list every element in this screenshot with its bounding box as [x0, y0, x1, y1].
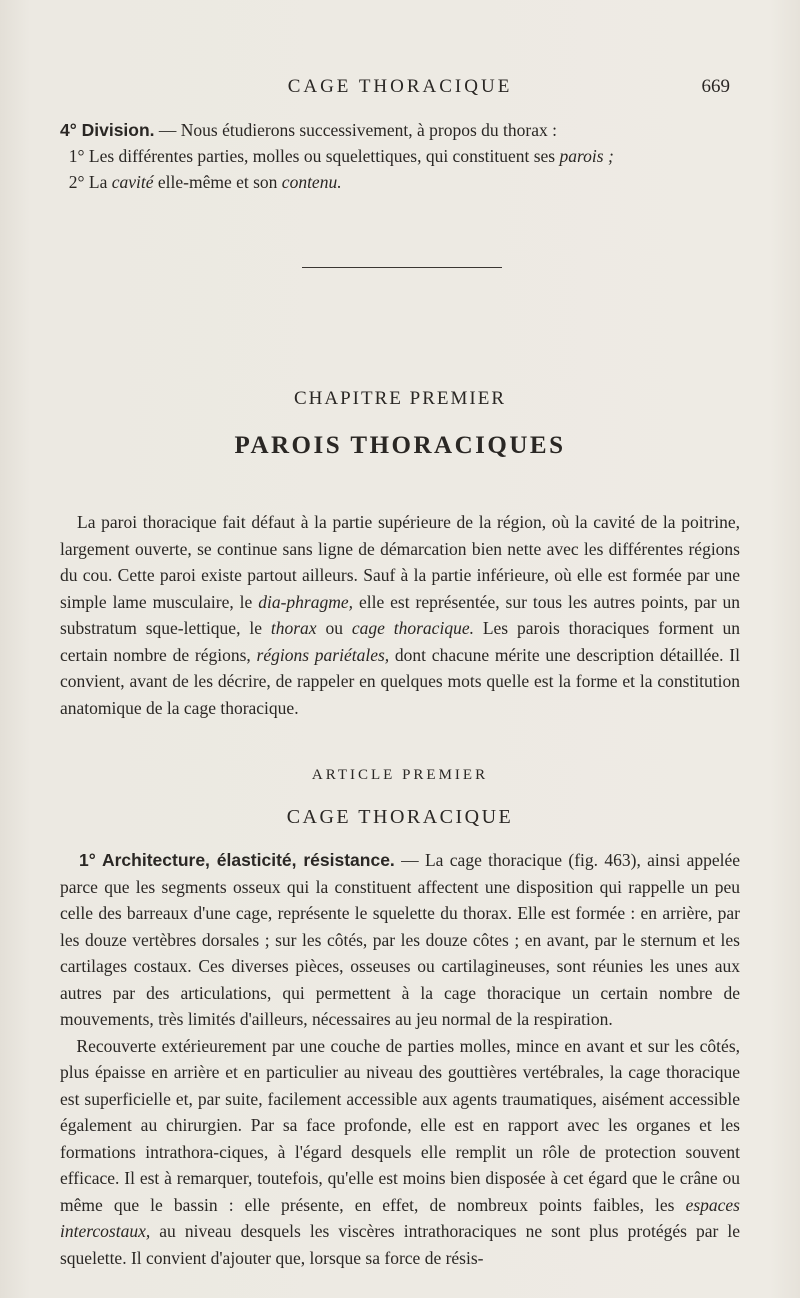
intro-line-1-text: — Nous étudierons successivement, à propos du thorax :	[154, 120, 557, 140]
paragraph-parois-text	[60, 509, 740, 721]
p2-s1: — La cage thoracique (fig. 463), ainsi appelée parce que les segments osseux qui la constituent affectent une disposition qui rappelle un peu celle des barreaux d'une cage, représente le squelette du thorax. Elle est formée : en arrière, par les douze vertèbres dorsales ; sur les côtés, par les douze côtes ; en avant, par le sternum et les cartilages costaux. Ces diverses pièces, osseuses ou cartilagineuses, sont réunies les unes aux autres par des articulations, qui permettent à la cage thoracique un certain nombre de mouvements, très limités d'ailleurs, nécessaires au jeu normal de la respiration.	[60, 850, 740, 1029]
intro-line-2-text: 1° Les différentes parties, molles ou squelettiques, qui constituent ses	[68, 146, 560, 166]
p1-s2: elle est représentée, sur tous les autres points, par un substratum sque-lettique, le	[60, 591, 740, 638]
p1-em1: dia-phragme,	[258, 591, 354, 612]
section-divider	[302, 267, 502, 268]
chapter-label: CHAPITRE PREMIER	[294, 388, 506, 409]
paragraph-cage-text-1	[60, 847, 740, 1033]
division-heading: 4° Division.	[60, 120, 155, 140]
paragraph-cage-text-2	[60, 1033, 740, 1272]
p1-s1: La paroi thoracique fait défaut à la partie supérieure de la région, où la cavité de la poitrine, largement ouverte, se continue sans ligne de démarcation bien nette avec les différentes régions du cou. Cette paroi existe partout ailleurs. Sauf à la partie inférieure, où elle est formée par une simple lame musculaire, le	[60, 512, 741, 612]
p1-em2: thorax	[270, 618, 317, 638]
paragraph-parois	[60, 509, 740, 721]
p2-s2: Recouverte extérieurement par une couche de parties molles, mince en avant et sur les côtés, plus épaisse en arrière et en particulier au niveau des gouttières vertébrales, la cage thoracique est superficielle et, par suite, facilement accessible aux agents traumatiques, aisément accessible également au chirurgien. Par sa face profonde, elle est en rapport avec les organes et les formations intrathora-ciques, à l'égard desquels elle remplit un rôle de protection souvent efficace. Il est à remarquer, toutefois, qu'elle est moins bien disposée à cet égard que le crâne ou même que le bassin : elle présente, en effet, de nombreux points faibles, les	[60, 1035, 740, 1215]
intro-line-3	[60, 169, 740, 195]
running-head	[0, 76, 800, 100]
paragraph-cage	[60, 847, 740, 1271]
section-heading-architecture: 1° Architecture, élasticité, résistance.	[79, 850, 395, 870]
running-title: CAGE THORACIQUE	[287, 76, 513, 97]
intro-line-3-mid: elle-même et son	[153, 172, 282, 192]
intro-line-3-em1: cavité	[111, 172, 154, 192]
p1-s5: dont chacune mérite une description détaillée. Il convient, avant de les décrire, de rappeler en quelques mots quelle est la forme et la constitution anatomique de la cage thoracique.	[60, 644, 740, 718]
intro-division	[60, 117, 740, 195]
page-number: 669	[701, 76, 730, 97]
chapter-title: PAROIS THORACIQUES	[234, 432, 566, 459]
p2-em1: espaces intercostaux,	[60, 1194, 740, 1241]
p1-em4: régions pariétales,	[256, 644, 390, 665]
intro-line-3-pre: 2° La	[68, 172, 112, 192]
intro-line-2-em: parois ;	[559, 146, 614, 166]
article-title: CAGE THORACIQUE	[286, 806, 514, 828]
p1-s4: Les parois thoraciques forment un certain nombre de régions,	[60, 618, 740, 665]
p1-s3: ou	[316, 618, 352, 638]
intro-line-1	[60, 117, 740, 143]
intro-line-3-em2: contenu.	[281, 172, 342, 192]
intro-line-2	[60, 143, 740, 169]
p1-em3: cage thoracique.	[351, 618, 474, 638]
article-label: ARTICLE PREMIER	[311, 767, 489, 783]
p2-s3: au niveau desquels les viscères intrathoraciques ne sont plus protégés par le squelette. Il convient d'ajouter que, lorsque sa force de résis-	[60, 1221, 740, 1268]
